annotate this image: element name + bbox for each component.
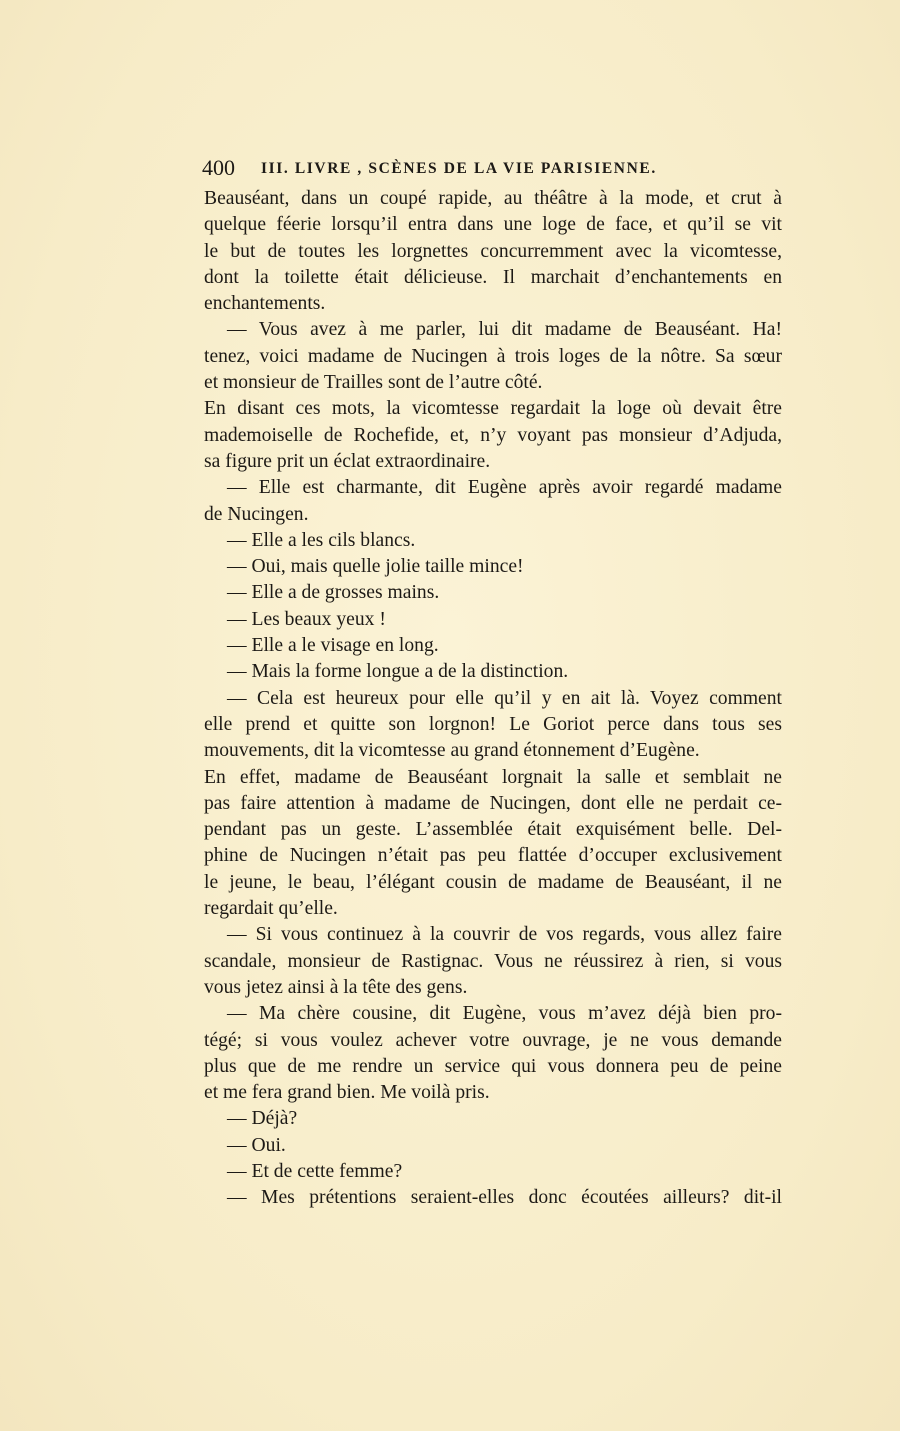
- text-line: — Ma chère cousine, dit Eugène, vous m’avez déjà bien pro-: [227, 1003, 782, 1025]
- text-line: — Elle a de grosses mains.: [227, 582, 440, 604]
- text-line: le jeune, le beau, l’élégant cousin de madame de Beauséant, il ne: [204, 871, 782, 893]
- text-line: En effet, madame de Beauséant lorgnait la salle et semblait ne: [204, 766, 782, 788]
- text-line: elle prend et quitte son lorgnon! Le Goriot perce dans tous ses: [204, 713, 782, 735]
- text-line: — Oui.: [227, 1134, 286, 1156]
- text-line: plus que de me rendre un service qui vous donnera peu de peine: [204, 1055, 782, 1077]
- text-line: En disant ces mots, la vicomtesse regardait la loge où devait être: [204, 398, 782, 420]
- text-line: et monsieur de Trailles sont de l’autre côté.: [204, 372, 543, 394]
- text-line: pas faire attention à madame de Nucingen, dont elle ne perdait ce-: [204, 792, 782, 814]
- text-line: mademoiselle de Rochefide, et, n’y voyant pas monsieur d’Adjuda,: [204, 424, 782, 446]
- text-line: — Oui, mais quelle jolie taille mince!: [227, 556, 524, 578]
- text-line: Beauséant, dans un coupé rapide, au théâtre à la mode, et crut à: [204, 188, 782, 209]
- text-line: tégé; si vous voulez achever votre ouvrage, je ne vous demande: [204, 1029, 782, 1051]
- text-line: enchantements.: [204, 293, 326, 315]
- text-line: vous jetez ainsi à la tête des gens.: [204, 976, 468, 998]
- text-line: de Nucingen.: [204, 503, 309, 525]
- text-line: scandale, monsieur de Rastignac. Vous ne réussirez à rien, si vous: [204, 950, 782, 972]
- text-line: pendant pas un geste. L’assemblée était exquisément belle. Del-: [204, 819, 782, 841]
- text-line: mouvements, dit la vicomtesse au grand étonnement d’Eugène.: [204, 740, 700, 762]
- text-line: le but de toutes les lorgnettes concurremment avec la vicomtesse,: [204, 240, 782, 262]
- text-line: — Mes prétentions seraient-elles donc écoutées ailleurs? dit-il: [227, 1187, 782, 1209]
- text-line: — Les beaux yeux !: [227, 608, 386, 630]
- text-line: — Mais la forme longue a de la distinction.: [227, 661, 569, 683]
- text-line: sa figure prit un éclat extraordinaire.: [204, 450, 491, 472]
- page-header: [202, 153, 792, 183]
- text-line: — Elle est charmante, dit Eugène après avoir regardé madame: [227, 477, 782, 499]
- body-text: [204, 186, 782, 1212]
- text-line: et me fera grand bien. Me voilà pris.: [204, 1082, 490, 1104]
- page-number: 400: [202, 155, 235, 180]
- text-line: — Elle a le visage en long.: [227, 635, 439, 657]
- text-line: phine de Nucingen n’était pas peu flattée d’occuper exclusivement: [204, 845, 782, 867]
- running-head: III. LIVRE , SCÈNES DE LA VIE PARISIENNE.: [261, 160, 657, 177]
- text-line: — Et de cette femme?: [227, 1160, 403, 1182]
- text-line: — Elle a les cils blancs.: [227, 529, 416, 551]
- text-line: quelque féerie lorsqu’il entra dans une loge de face, et qu’il se vit: [204, 214, 782, 236]
- text-line: — Si vous continuez à la couvrir de vos regards, vous allez faire: [227, 924, 782, 946]
- text-line: tenez, voici madame de Nucingen à trois loges de la nôtre. Sa sœur: [204, 345, 782, 367]
- text-line: — Cela est heureux pour elle qu’il y en ait là. Voyez comment: [227, 687, 782, 709]
- text-line: — Déjà?: [227, 1108, 298, 1130]
- text-line: regardait qu’elle.: [204, 898, 338, 920]
- text-line: dont la toilette était délicieuse. Il marchait d’enchantements en: [204, 266, 782, 288]
- text-line: — Vous avez à me parler, lui dit madame de Beauséant. Ha!: [227, 319, 782, 341]
